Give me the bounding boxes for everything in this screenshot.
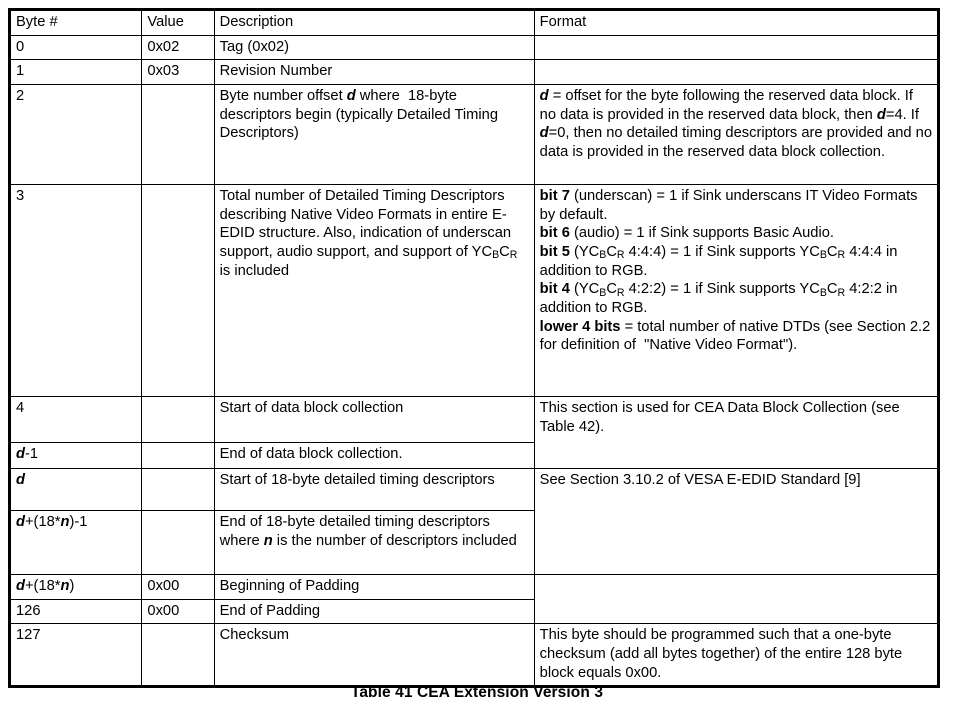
cell-value: 0x03 bbox=[142, 60, 214, 85]
cell-format: This byte should be programmed such that a one-byte checksum (add all bytes together) of the entire 128 byte block equals 0x00. bbox=[534, 624, 938, 687]
table-row bbox=[10, 85, 939, 185]
cell-description: Beginning of Padding bbox=[214, 575, 534, 600]
cell-value: 0x00 bbox=[142, 575, 214, 600]
table-header-row bbox=[10, 10, 939, 36]
cell-value: 0x00 bbox=[142, 599, 214, 624]
cell-description: Revision Number bbox=[214, 60, 534, 85]
cell-byte: 1 bbox=[10, 60, 142, 85]
column-header-value: Value bbox=[142, 10, 214, 36]
cell-byte: d bbox=[10, 469, 142, 511]
cell-value: 0x02 bbox=[142, 35, 214, 60]
table-row bbox=[10, 397, 939, 443]
cell-format: See Section 3.10.2 of VESA E-EDID Standard [9] bbox=[534, 469, 938, 575]
cell-description: End of data block collection. bbox=[214, 443, 534, 469]
cell-description: End of 18-byte detailed timing descriptors where n is the number of descriptors included bbox=[214, 511, 534, 575]
cell-format: This section is used for CEA Data Block Collection (see Table 42). bbox=[534, 397, 938, 469]
cell-format: bit 7 (underscan) = 1 if Sink underscans IT Video Formats by default. bit 6 (audio) = 1 if Sink supports Basic Audio. bit 5 ($YC_BC_R$ 4:4:4) = 1 if Sink supports $YC_BC_R$ 4:4:4 in addition to RGB. bit 4 ($YC_BC_R$ 4:2:2) = 1 if Sink supports $YC_BC_R$ 4:2:2 in addition to RGB. lower 4 bits = total number of native DTDs (see Section 2.2 for definition of "Native Video Format"). bbox=[534, 185, 938, 397]
table-row bbox=[10, 35, 939, 60]
cell-byte: 4 bbox=[10, 397, 142, 443]
cell-value bbox=[142, 624, 214, 687]
column-header-byte: Byte # bbox=[10, 10, 142, 36]
cell-value bbox=[142, 85, 214, 185]
table-row bbox=[10, 624, 939, 687]
column-header-format: Format bbox=[534, 10, 938, 36]
cell-byte: d+(18*n) bbox=[10, 575, 142, 600]
table-row bbox=[10, 185, 939, 397]
table-row bbox=[10, 60, 939, 85]
cell-byte: 0 bbox=[10, 35, 142, 60]
column-header-description: Description bbox=[214, 10, 534, 36]
cea-extension-table bbox=[8, 8, 940, 688]
cell-byte: 2 bbox=[10, 85, 142, 185]
cell-description: Start of 18-byte detailed timing descriptors bbox=[214, 469, 534, 511]
cell-description: End of Padding bbox=[214, 599, 534, 624]
cell-description: Total number of Detailed Timing Descriptors describing Native Video Formats in entire E-EDID structure. Also, indication of underscan support, audio support, and support of $YC_BC_R$ is included bbox=[214, 185, 534, 397]
cell-byte: 127 bbox=[10, 624, 142, 687]
cell-format bbox=[534, 35, 938, 60]
cell-byte: d-1 bbox=[10, 443, 142, 469]
cell-description: Start of data block collection bbox=[214, 397, 534, 443]
table-row bbox=[10, 469, 939, 511]
cell-value bbox=[142, 469, 214, 511]
table-row bbox=[10, 575, 939, 600]
cell-value bbox=[142, 185, 214, 397]
cell-format: d = offset for the byte following the reserved data block. If no data is provided in the reserved data block, then d=4. If d=0, then no detailed timing descriptors are provided and no data is provided in the reserved data block collection. bbox=[534, 85, 938, 185]
cell-format bbox=[534, 575, 938, 624]
cell-byte: 3 bbox=[10, 185, 142, 397]
cell-byte: d+(18*n)-1 bbox=[10, 511, 142, 575]
cell-description: Byte number offset d where 18-byte descriptors begin (typically Detailed Timing Descriptors) bbox=[214, 85, 534, 185]
cell-format bbox=[534, 60, 938, 85]
cell-description: Tag (0x02) bbox=[214, 35, 534, 60]
cell-description: Checksum bbox=[214, 624, 534, 687]
cell-value bbox=[142, 511, 214, 575]
cell-value bbox=[142, 443, 214, 469]
cell-byte: 126 bbox=[10, 599, 142, 624]
table-caption: Table 41 CEA Extension Version 3 bbox=[350, 684, 604, 701]
cell-value bbox=[142, 397, 214, 443]
